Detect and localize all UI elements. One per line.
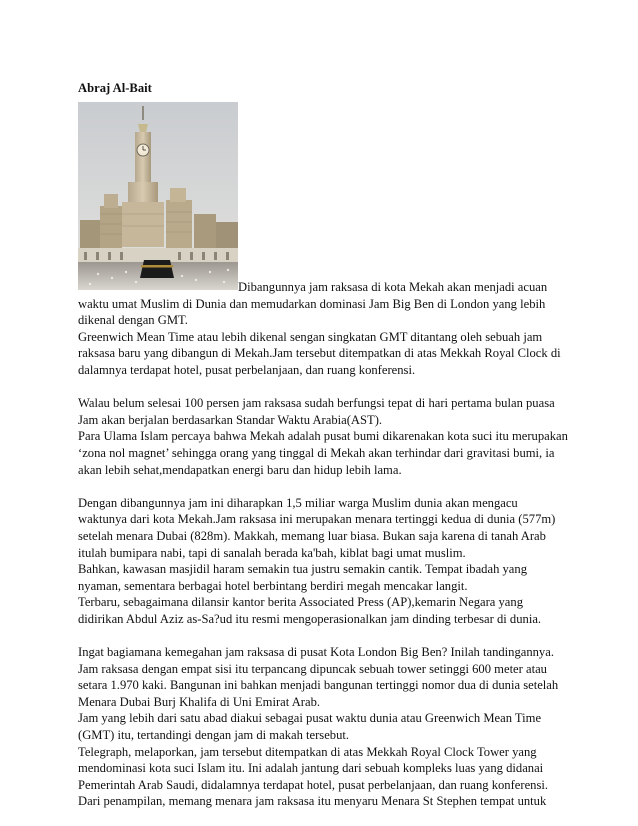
text-line: Jam raksasa dengan empat sisi itu terpancang dipuncak sebuah tower setinggi 600 meter atau: [78, 661, 547, 676]
text-line: nyaman, sementara berbagai hotel berbintang berdiri megah mencakar langit.: [78, 578, 468, 593]
text-line: Pemerintah Arab Saudi, didalamnya terdapat hotel, pusat perbelanjaan, dan ruang konferensi.: [78, 777, 549, 792]
paragraph-gap: [78, 478, 568, 495]
text-line: Dengan dibangunnya jam ini diharapkan 1,5 miliar warga Muslim dunia akan mengacu: [78, 495, 518, 510]
tower-photo: [78, 102, 238, 290]
text-line: waktu umat Muslim di Dunia dan memudarkan dominasi Jam Big Ben di London yang lebih: [78, 296, 546, 311]
document-title: Abraj Al-Bait: [78, 81, 152, 95]
text-line: Jam akan berjalan berdasarkan Standar Waktu Arabia(AST).: [78, 412, 383, 427]
text-line: mendominasi kota suci Islam itu. Ini adalah jantung dari sebuah kompleks luas yang didanai: [78, 761, 544, 776]
text-line: akan lebih sehat,mendapatkan energi baru dan hidup lebih lama.: [78, 462, 402, 477]
text-line: waktunya dari kota Mekah.Jam raksasa ini merupakan menara tertinggi kedua di dunia (577m): [78, 512, 556, 527]
text-line: Menara Dubai Burj Khalifa di Uni Emirat Arab.: [78, 694, 321, 709]
text-line: dalamnya terdapat hotel, pusat perbelanjaan, dan ruang konferensi.: [78, 362, 416, 377]
text-line: dikenal dengan GMT.: [78, 313, 188, 328]
text-line: Bahkan, kawasan masjidil haram semakin tua justru semakin cantik. Tempat ibadah yang: [78, 562, 527, 577]
text-line: Dibangunnya jam raksasa di kota Mekah akan menjadi acuan: [238, 280, 548, 294]
text-line: ‘zona nol magnet’ sehingga orang yang tinggal di Mekah akan terhindar dari gravitasi bumi, ia: [78, 445, 555, 460]
text-line: setelah menara Dubai (828m). Makkah, memang luar biasa. Bukan saja karena di tanah Arab: [78, 528, 546, 543]
text-line: Telegraph, melaporkan, jam tersebut ditempatkan di atas Mekkah Royal Clock Tower yang: [78, 744, 537, 759]
article-body: [78, 279, 568, 810]
text-line: setara 1.970 kaki. Bangunan ini bahkan menjadi bangunan tertinggi nomor dua di dunia setelah: [78, 678, 559, 693]
text-line: itulah bumipara nabi, tapi di sanalah berada ka'bah, kiblat bagi umat muslim.: [78, 545, 466, 560]
paragraph-gap: [78, 627, 568, 644]
text-line: Walau belum selesai 100 persen jam raksasa sudah berfungsi tepat di hari pertama bulan puasa: [78, 396, 555, 411]
text-line: Para Ulama Islam percaya bahwa Mekah adalah pusat bumi dikarenakan kota suci itu merupakan: [78, 429, 568, 444]
text-line: Greenwich Mean Time atau lebih dikenal sengan singkatan GMT ditantang oleh sebuah jam: [78, 329, 543, 344]
text-line: (GMT) itu, tertandingi dengan jam di makah tersebut.: [78, 728, 350, 743]
text-line: Terbaru, sebagaimana dilansir kantor berita Associated Press (AP),kemarin Negara yang: [78, 595, 523, 610]
paragraph-gap: [78, 379, 568, 396]
text-line: raksasa baru yang dibangun di Mekah.Jam tersebut ditempatkan di atas Mekkah Royal Clock di: [78, 346, 561, 361]
text-line: didirikan Abdul Aziz as-Sa?ud itu resmi mengoperasionalkan jam dinding terbesar di dunia.: [78, 611, 542, 626]
text-line: Dari penampilan, memang menara jam raksasa itu menyaru Menara St Stephen tempat untuk: [78, 794, 547, 809]
text-line: Jam yang lebih dari satu abad diakui sebagai pusat waktu dunia atau Greenwich Mean Time: [78, 711, 542, 726]
abraj-al-bait-image: [78, 102, 238, 290]
text-line: Ingat bagiamana kemegahan jam raksasa di pusat Kota London Big Ben? Inilah tandingannya.: [78, 645, 554, 660]
